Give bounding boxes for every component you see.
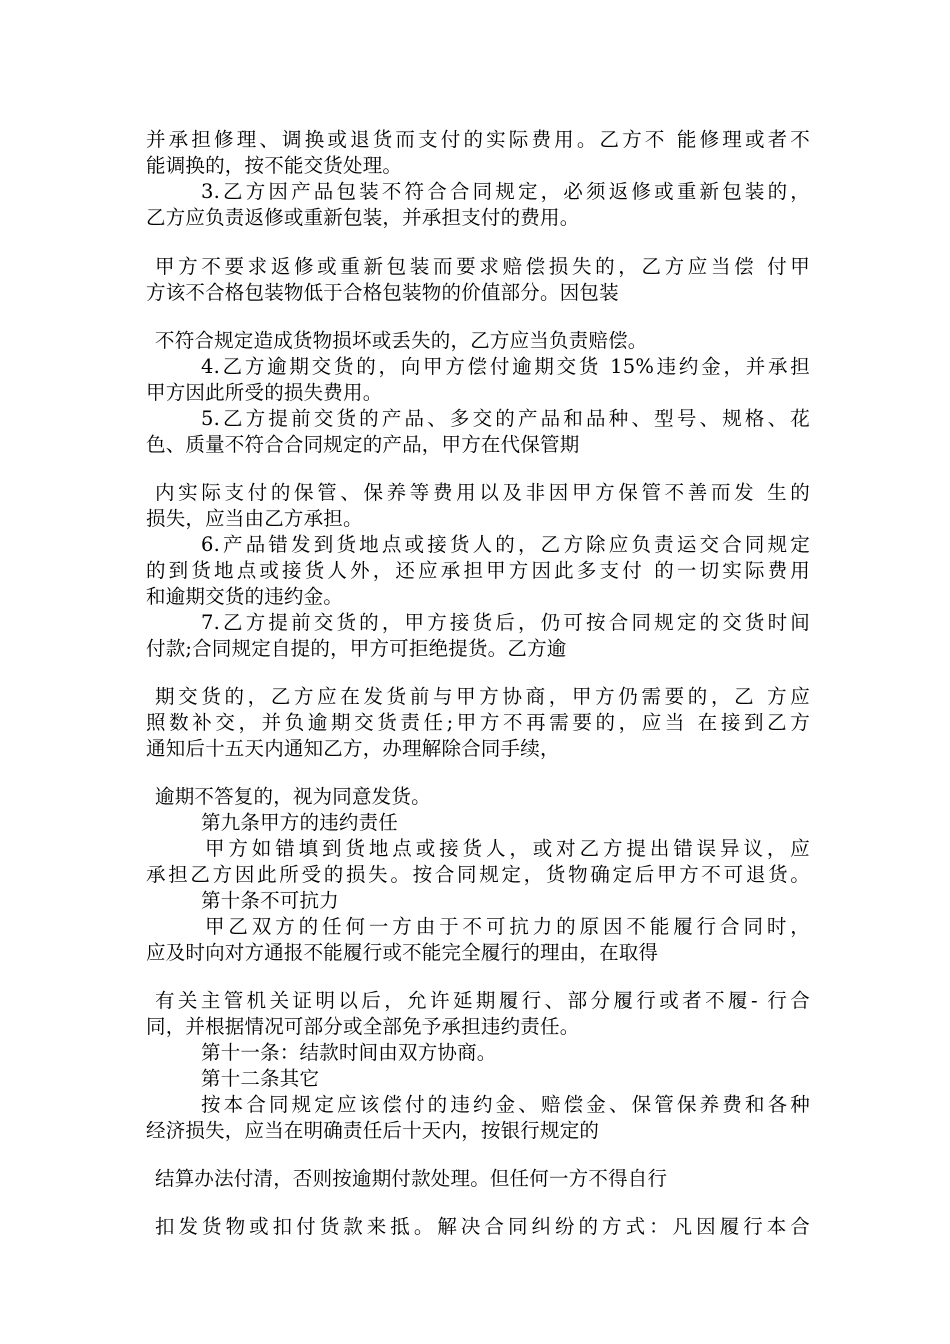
text-line: 结算办法付清，否则按逾期付款处理。但任何一方不得自行 [155, 1167, 668, 1190]
text-line: 按本合同规定应该偿付的违约金、赔偿金、保管保养费和各种 [201, 1093, 810, 1116]
text-line: 内实际支付的保管、保养等费用以及非因甲方保管不善而发 生的 [155, 481, 810, 504]
text-line: 的到货地点或接货人外，还应承担甲方因此多支付 的一切实际费用 [146, 559, 810, 582]
text-line: 4.乙方逾期交货的，向甲方偿付逾期交货 15%违约金，并承担 [201, 355, 810, 378]
text-line: 色、质量不符合合同规定的产品，甲方在代保管期 [146, 433, 580, 456]
text-line: 3.乙方因产品包装不符合合同规定，必须返修或重新包装的， [201, 180, 810, 203]
text-line: 承担乙方因此所受的损失。按合同规定，货物确定后甲方不可退货。 [146, 863, 810, 886]
text-line: 扣发货物或扣付货款来抵。解决合同纠纷的方式：凡因履行本合 [155, 1215, 810, 1238]
section-heading: 第十二条其它 [201, 1067, 320, 1090]
text-line: 方该不合格包装物低于合格包装物的价值部分。因包装 [146, 281, 619, 304]
section-heading: 第九条甲方的违约责任 [201, 811, 399, 834]
text-line: 并承担修理、调换或退货而支付的实际费用。乙方不 能修理或者不 [146, 128, 810, 151]
text-line: 期交货的，乙方应在发货前与甲方协商，甲方仍需要的，乙 方应 [155, 685, 810, 708]
text-line: 甲方如错填到货地点或接货人，或对乙方提出错误异议，应 [205, 837, 810, 860]
text-line: 应及时向对方通报不能履行或不能完全履行的理由，在取得 [146, 941, 659, 964]
section-heading: 第十一条：结款时间由双方协商。 [201, 1041, 497, 1064]
text-line: 付款;合同规定自提的，甲方可拒绝提货。乙方逾 [146, 637, 567, 660]
text-line: 同，并根据情况可部分或全部免予承担违约责任。 [146, 1015, 580, 1038]
text-line: 乙方应负责返修或重新包装，并承担支付的费用。 [146, 206, 580, 229]
text-line: 不符合规定造成货物损坏或丢失的，乙方应当负责赔偿。 [155, 329, 648, 352]
text-line: 甲方因此所受的损失费用。 [146, 381, 383, 404]
text-line: 经济损失，应当在明确责任后十天内，按银行规定的 [146, 1119, 600, 1142]
text-line: 通知后十五天内通知乙方，办理解除合同手续， [146, 737, 560, 760]
text-line: 和逾期交货的违约金。 [146, 585, 344, 608]
text-line: 5.乙方提前交货的产品、多交的产品和品种、型号、规格、花 [201, 407, 810, 430]
text-line: 逾期不答复的，视为同意发货。 [155, 785, 431, 808]
text-line: 有关主管机关证明以后，允许延期履行、部分履行或者不履- 行合 [155, 989, 810, 1012]
text-line: 损失，应当由乙方承担。 [146, 507, 363, 530]
text-line: 甲乙双方的任何一方由于不可抗力的原因不能履行合同时， [205, 915, 810, 938]
text-line: 6.产品错发到货地点或接货人的，乙方除应负责运交合同规定 [201, 533, 810, 556]
section-heading: 第十条不可抗力 [201, 889, 339, 912]
text-line: 照数补交，并负逾期交货责任;甲方不再需要的，应当 在接到乙方 [146, 711, 810, 734]
text-line: 甲方不要求返修或重新包装而要求赔偿损失的，乙方应当偿 付甲 [155, 255, 810, 278]
text-line: 能调换的，按不能交货处理。 [146, 154, 403, 177]
text-line: 7.乙方提前交货的，甲方接货后，仍可按合同规定的交货时间 [201, 611, 810, 634]
